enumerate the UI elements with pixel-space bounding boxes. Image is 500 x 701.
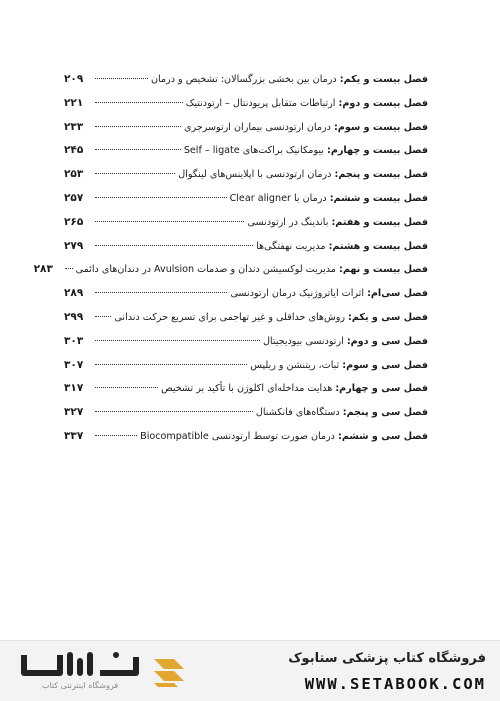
toc-entry-text	[247, 211, 428, 235]
page-number: ۲۶۵	[64, 215, 84, 228]
chapter-label: فصل بیست و هشتم:	[328, 240, 428, 252]
chapter-title: روش‌های حداقلی و غیر تهاجمی برای تسریع حرکت دندانی	[114, 311, 345, 323]
chapter-label: فصل بیست و سوم:	[333, 121, 428, 133]
toc-row[interactable]	[64, 92, 428, 116]
page-number: ۲۹۹	[64, 310, 84, 323]
chapter-label: فصل بیست و چهارم:	[327, 145, 428, 157]
page-number: ۳۰۳	[64, 334, 84, 347]
chapter-label: فصل بیست و دوم:	[338, 97, 428, 109]
page-number: ۲۸۳	[33, 263, 53, 276]
chapter-label: فصل سی و دوم:	[346, 335, 428, 347]
dot-leader	[95, 340, 260, 341]
dot-leader	[95, 387, 158, 388]
toc-row[interactable]	[64, 163, 428, 187]
logo-tagline: فروشگاه اینترنتی کتاب	[41, 681, 119, 690]
chapter-title: ارتباطات متقابل پریودنتال – ارتودنتیک	[185, 97, 336, 109]
store-name: فروشگاه کتاب پزشکی ستابوک	[288, 651, 486, 666]
footer-text	[246, 649, 486, 693]
toc-entry-text	[76, 258, 428, 282]
page-number: ۲۳۳	[64, 120, 84, 133]
chapter-title: درمان بین بخشی بزرگسالان: تشخیص و درمان	[150, 74, 337, 85]
toc-row[interactable]	[64, 330, 428, 354]
toc-row[interactable]	[33, 258, 428, 282]
toc-entry-text	[256, 401, 428, 425]
toc-row[interactable]	[64, 425, 428, 449]
toc-row[interactable]	[64, 306, 428, 330]
chapter-label: فصل سی و ششم:	[338, 430, 428, 442]
chapter-title: درمان صورت توسط ارتودنسی Biocompatible	[140, 430, 335, 442]
toc-row[interactable]	[64, 377, 428, 401]
chapter-title: درمان با Clear aligner	[229, 192, 327, 204]
dot-leader	[95, 197, 227, 198]
toc-entry-text	[263, 330, 428, 354]
page-number: ۳۳۷	[64, 429, 84, 442]
page-number: ۲۰۹	[64, 73, 84, 85]
dot-leader	[95, 126, 181, 127]
setabook-logo-icon[interactable]	[16, 647, 216, 697]
toc-row[interactable]	[64, 282, 428, 306]
toc-entry-text	[151, 68, 428, 92]
dot-leader	[65, 268, 73, 269]
page-number: ۲۴۵	[64, 144, 84, 157]
toc-entry-text	[184, 116, 428, 140]
toc-row[interactable]	[64, 401, 428, 425]
chapter-label: فصل سی و یکم:	[348, 311, 428, 323]
chapter-label: فصل بیست و هفتم:	[331, 216, 428, 228]
toc-entry-text	[184, 139, 428, 163]
logo-chevron-icon	[146, 653, 194, 689]
toc-entry-text	[230, 187, 428, 211]
chapter-title: هدایت مداخله‌ای اکلوژن با تأکید بر تشخیص	[161, 383, 333, 395]
chapter-label: فصل بیست و پنجم:	[334, 169, 428, 181]
toc-row[interactable]	[64, 354, 428, 378]
store-url-link[interactable]: WWW.SETABOOK.COM	[304, 675, 486, 693]
toc-entry-text	[114, 306, 428, 330]
footer-banner	[0, 640, 500, 701]
chapter-title: ثبات، ریتنشن و ریلپس	[250, 359, 340, 371]
dot-leader	[95, 435, 137, 436]
page-number: ۳۲۷	[64, 406, 84, 419]
chapter-title: مدیریت لوکسیشن دندان و صدمات Avulsion در دندان‌های دائمی	[75, 264, 336, 276]
dot-leader	[95, 78, 148, 79]
page-number: ۲۵۷	[64, 191, 84, 204]
chapter-title: دستگاه‌های فانکشنال	[255, 407, 340, 419]
toc-entry-text	[178, 163, 428, 187]
toc-entry-text	[250, 354, 428, 378]
page-number: ۲۵۳	[64, 168, 84, 181]
page-number: ۲۸۹	[64, 287, 84, 300]
toc-entry-text	[230, 282, 428, 306]
toc-entry-text	[140, 425, 428, 449]
chapter-title: ارتودنسی بیودیجیتال	[262, 335, 344, 347]
chapter-label: فصل بیست و نهم:	[338, 264, 428, 276]
chapter-title: مدیریت نهفتگی‌ها	[256, 240, 326, 252]
dot-leader	[95, 316, 111, 317]
dot-leader	[95, 149, 181, 150]
chapter-label: فصل بیست و یکم:	[339, 74, 428, 85]
toc-row[interactable]	[64, 187, 428, 211]
toc-row[interactable]	[64, 235, 428, 259]
chapter-label: فصل سی و سوم:	[342, 359, 428, 371]
dot-leader	[95, 173, 175, 174]
dot-leader	[95, 292, 227, 293]
page-number: ۳۱۷	[64, 382, 84, 395]
table-of-contents	[33, 68, 428, 449]
logo-wordmark	[16, 647, 146, 683]
dot-leader	[95, 221, 244, 222]
toc-row[interactable]	[64, 116, 428, 140]
dot-leader	[95, 102, 183, 103]
toc-entry-text	[161, 377, 428, 401]
dot-leader	[95, 411, 253, 412]
chapter-title: اثرات ایاتروژنیک درمان ارتودنسی	[230, 288, 364, 300]
chapter-title: باندینگ در ارتودنسی	[247, 216, 329, 228]
toc-row[interactable]	[64, 68, 428, 92]
chapter-label: فصل سی‌ام:	[367, 288, 428, 300]
chapter-label: فصل سی و پنجم:	[342, 407, 428, 419]
dot-leader	[95, 364, 247, 365]
toc-row[interactable]	[64, 139, 428, 163]
toc-entry-text	[256, 235, 428, 259]
page-number: ۲۷۹	[64, 239, 84, 252]
toc-row[interactable]	[64, 211, 428, 235]
page-number: ۲۲۱	[64, 96, 84, 109]
page-number: ۳۰۷	[64, 358, 84, 371]
chapter-label: فصل بیست و ششم:	[329, 192, 428, 204]
chapter-title: بیومکانیک براکت‌های Self – ligate	[183, 145, 324, 157]
chapter-title: درمان ارتودنسی با اپلاینس‌های لینگوال	[178, 169, 332, 181]
chapter-title: درمان ارتودنسی بیماران ارتوسرجری	[183, 121, 331, 133]
toc-entry-text	[186, 92, 428, 116]
dot-leader	[95, 245, 253, 246]
chapter-label: فصل سی و چهارم:	[335, 383, 428, 395]
